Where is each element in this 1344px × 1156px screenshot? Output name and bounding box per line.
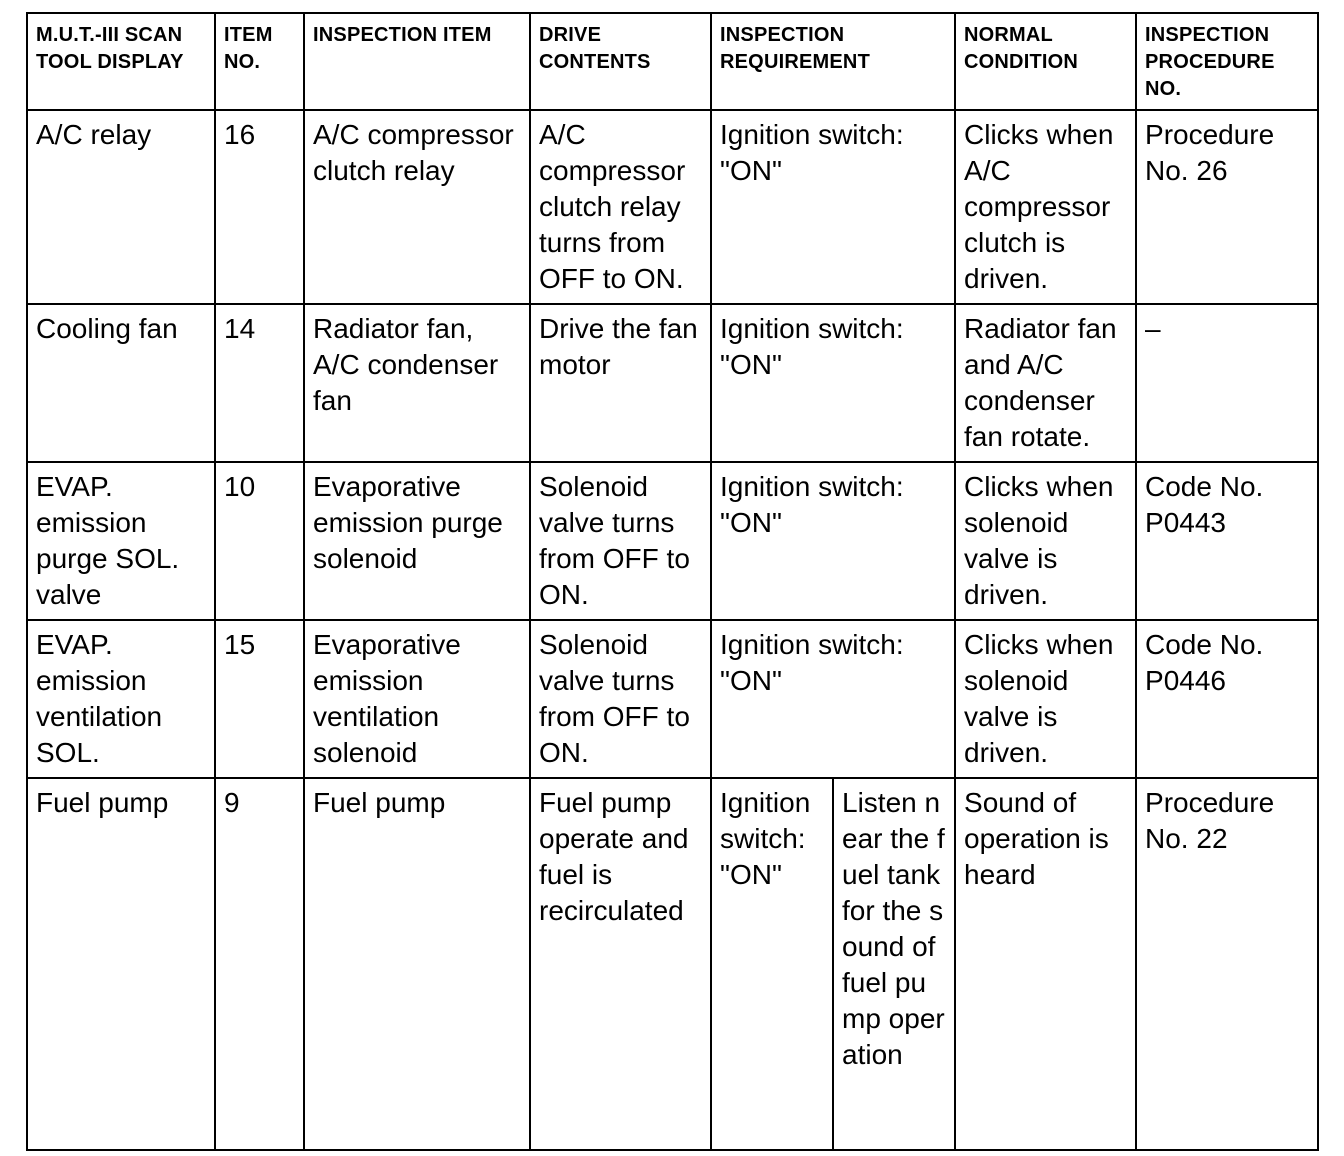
cell-inspection-item: Fuel pump	[304, 778, 530, 1150]
header-item-no: ITEM NO.	[215, 13, 304, 110]
header-inspection-requirement: INSPECTION REQUIREMENT	[711, 13, 955, 110]
cell-display: Cooling fan	[27, 304, 215, 462]
cell-drive-contents: Fuel pump operate and fuel is recirculated	[530, 778, 711, 1150]
table-row	[27, 778, 1318, 1150]
cell-display: A/C relay	[27, 110, 215, 304]
cell-requirement: Ignition switch: "ON"	[711, 110, 955, 304]
cell-item-no: 14	[215, 304, 304, 462]
header-normal-condition: NORMAL CONDITION	[955, 13, 1136, 110]
table-row	[27, 110, 1318, 304]
cell-procedure-no: –	[1136, 304, 1318, 462]
cell-procedure-no: Procedure No. 26	[1136, 110, 1318, 304]
cell-drive-contents: Drive the fan motor	[530, 304, 711, 462]
header-inspection-item: INSPECTION ITEM	[304, 13, 530, 110]
cell-display: EVAP. emission purge SOL. valve	[27, 462, 215, 620]
header-drive-contents: DRIVE CONTENTS	[530, 13, 711, 110]
cell-normal-condition: Clicks when A/C compressor clutch is driven.	[955, 110, 1136, 304]
cell-normal-condition: Clicks when solenoid valve is driven.	[955, 462, 1136, 620]
cell-procedure-no: Procedure No. 22	[1136, 778, 1318, 1150]
cell-normal-condition: Sound of operation is heard	[955, 778, 1136, 1150]
cell-requirement: Ignition switch: "ON"	[711, 304, 955, 462]
table-row	[27, 304, 1318, 462]
header-row	[27, 13, 1318, 110]
cell-drive-contents: Solenoid valve turns from OFF to ON.	[530, 620, 711, 778]
cell-item-no: 16	[215, 110, 304, 304]
cell-inspection-item: Radiator fan, A/C condenser fan	[304, 304, 530, 462]
cell-inspection-item: A/C compressor clutch relay	[304, 110, 530, 304]
table-row	[27, 620, 1318, 778]
cell-item-no: 15	[215, 620, 304, 778]
table-row	[27, 462, 1318, 620]
actuator-test-table	[26, 12, 1319, 1151]
cell-procedure-no: Code No. P0446	[1136, 620, 1318, 778]
cell-drive-contents: Solenoid valve turns from OFF to ON.	[530, 462, 711, 620]
cell-inspection-item: Evaporative emission purge solenoid	[304, 462, 530, 620]
cell-item-no: 10	[215, 462, 304, 620]
cell-normal-condition: Radiator fan and A/C condenser fan rotate.	[955, 304, 1136, 462]
header-display: M.U.T.-III SCAN TOOL DISPLAY	[27, 13, 215, 110]
cell-procedure-no: Code No. P0443	[1136, 462, 1318, 620]
cell-requirement: Ignition switch: "ON"	[711, 620, 955, 778]
cell-requirement-note: Listen near the fuel tank for the sound of fuel pump operation	[833, 778, 955, 1150]
cell-item-no: 9	[215, 778, 304, 1150]
cell-normal-condition: Clicks when solenoid valve is driven.	[955, 620, 1136, 778]
cell-display: Fuel pump	[27, 778, 215, 1150]
header-procedure-no: INSPECTION PROCEDURE NO.	[1136, 13, 1318, 110]
cell-requirement: Ignition switch: "ON"	[711, 462, 955, 620]
cell-display: EVAP. emission ventilation SOL.	[27, 620, 215, 778]
cell-inspection-item: Evaporative emission ventilation solenoid	[304, 620, 530, 778]
cell-drive-contents: A/C compressor clutch relay turns from OFF to ON.	[530, 110, 711, 304]
cell-requirement: Ignition switch: "ON"	[711, 778, 833, 1150]
